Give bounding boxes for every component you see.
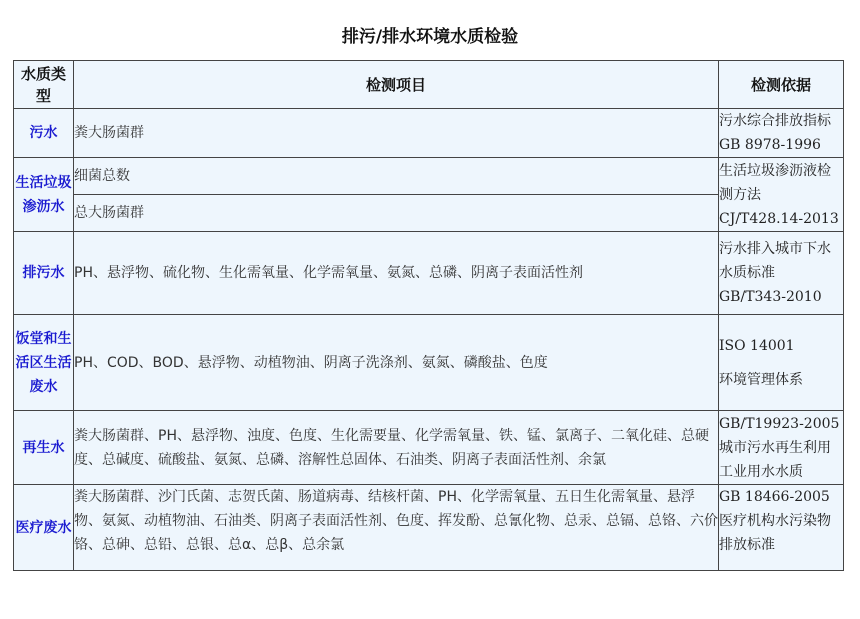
test-items-cell: PH、悬浮物、硫化物、生化需氧量、化学需氧量、氨氮、总磷、阴离子表面活性剂 [74,232,719,315]
table-row [14,411,844,485]
water-type-cell[interactable]: 医疗废水 [14,485,74,571]
test-items-cell: 细菌总数 [74,158,719,195]
test-items-cell: 粪大肠菌群 [74,109,719,158]
test-items-cell: PH、COD、BOD、悬浮物、动植物油、阴离子洗涤剂、氨氮、磷酸盐、色度 [74,315,719,411]
table-row [14,315,844,411]
table-row [14,109,844,158]
basis-cell: GB/T19923-2005城市污水再生利用工业用水水质 [719,411,844,485]
table-row [14,158,844,195]
water-type-cell[interactable]: 再生水 [14,411,74,485]
table-row [14,232,844,315]
water-type-cell[interactable]: 饭堂和生活区生活废水 [14,315,74,411]
header-basis: 检测依据 [719,61,844,109]
basis-description: 环境管理体系 [719,371,803,388]
inspection-table [13,60,844,571]
basis-cell: 生活垃圾渗沥液检测方法CJ/T428.14-2013 [719,158,844,232]
basis-standard: ISO 14001 [719,337,795,354]
test-items-cell: 粪大肠菌群、沙门氏菌、志贺氏菌、肠道病毒、结核杆菌、PH、化学需氧量、五日生化需氧量、悬浮物、氨氮、动植物油、石油类、阴离子表面活性剂、色度、挥发酚、总氰化物、总汞、总镉、总铬、六价铬、总砷、总铅、总银、总α、总β、总余氯 [74,485,719,571]
header-type: 水质类型 [14,61,74,109]
table-row [14,485,844,571]
header-items: 检测项目 [74,61,719,109]
page-title: 排污/排水环境水质检验 [341,27,519,47]
test-items-cell: 粪大肠菌群、PH、悬浮物、浊度、色度、生化需要量、化学需氧量、铁、锰、氯离子、二氧化硅、总硬度、总碱度、硫酸盐、氨氮、总磷、溶解性总固体、石油类、阴离子表面活性剂、余氯 [74,411,719,485]
water-type-cell[interactable]: 污水 [14,109,74,158]
basis-cell [719,315,844,411]
basis-cell: GB 18466-2005 医疗机构水污染物排放标准 [719,485,844,571]
basis-cell: 污水排入城市下水水质标准 GB/T343-2010 [719,232,844,315]
test-items-cell: 总大肠菌群 [74,195,719,232]
basis-cell: 污水综合排放指标GB 8978-1996 [719,109,844,158]
header-row [14,61,844,109]
water-type-cell[interactable]: 生活垃圾渗沥水 [14,158,74,232]
water-type-cell[interactable]: 排污水 [14,232,74,315]
